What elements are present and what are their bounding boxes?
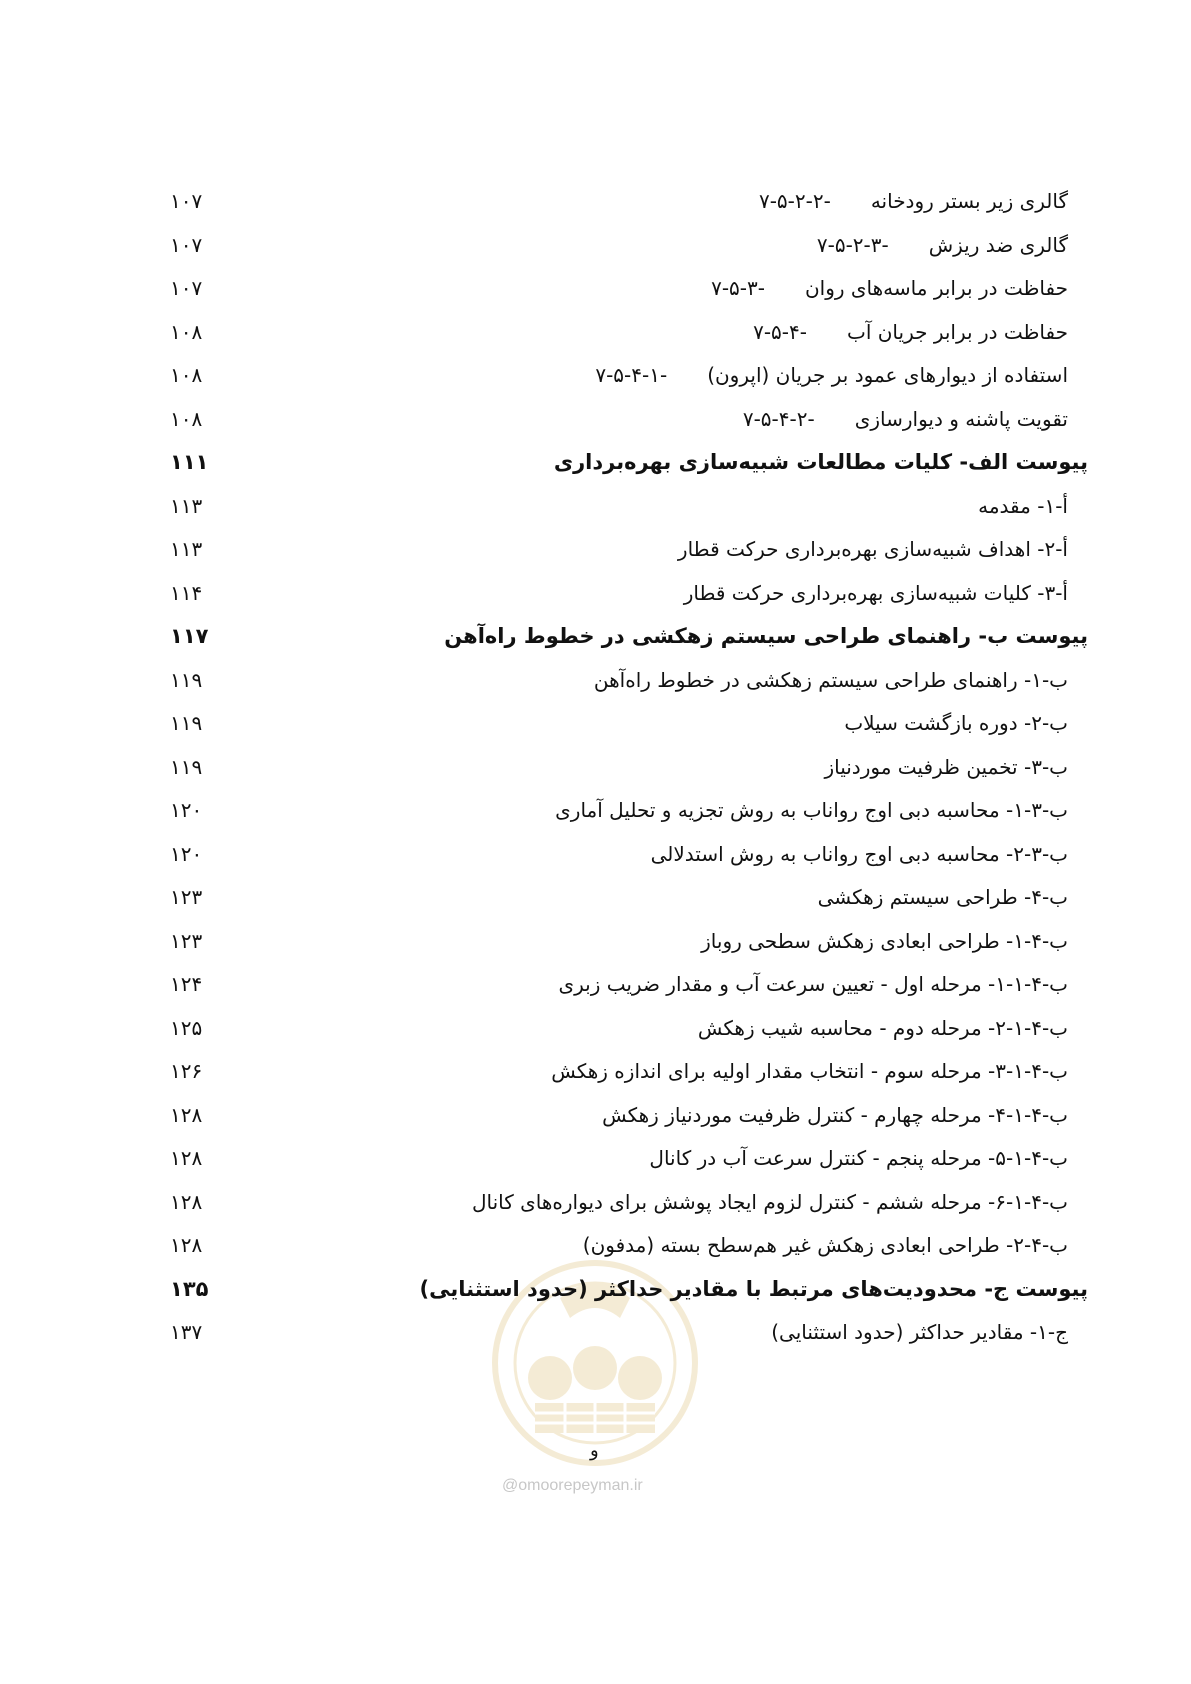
toc-entry — [649, 1140, 1068, 1176]
toc-entry — [594, 662, 1068, 698]
toc-row[interactable] — [0, 401, 1191, 437]
toc-row[interactable] — [0, 1097, 1191, 1133]
toc-entry-title: گالری ضد ریزش — [928, 232, 1068, 257]
toc-entry — [420, 1271, 1088, 1307]
toc-entry-number: -۷-۵-۲-۳ — [816, 232, 889, 257]
toc-row[interactable] — [0, 1010, 1191, 1046]
toc-entry — [554, 444, 1088, 480]
toc-row[interactable] — [0, 488, 1191, 524]
toc-entry — [720, 401, 1068, 437]
toc-entry — [555, 792, 1068, 828]
toc-entry — [583, 1227, 1068, 1263]
toc-entry — [701, 923, 1068, 959]
toc-entry — [824, 749, 1068, 785]
toc-row[interactable] — [0, 749, 1191, 785]
toc-page-number: ۱۲۵ — [170, 1015, 203, 1040]
toc-page-number: ۱۲۶ — [170, 1059, 203, 1083]
toc-entry-title: أ-۱- مقدمه — [978, 493, 1068, 518]
page-number: و — [590, 1440, 599, 1461]
toc-entry — [444, 618, 1088, 654]
toc-page-number: ۱۱۹ — [170, 754, 203, 779]
toc-entry-title: پیوست ج- محدودیت‌های مرتبط با مقادیر حداکثر (حدود استثنایی) — [419, 1276, 1088, 1301]
toc-entry — [651, 836, 1068, 872]
toc-row[interactable] — [0, 705, 1191, 741]
toc-entry-number: -۷-۵-۴-۱ — [595, 363, 668, 387]
toc-entry — [684, 575, 1068, 611]
toc-page-number: ۱۲۸ — [170, 1189, 203, 1214]
toc-entry — [472, 1184, 1068, 1220]
toc-row[interactable] — [0, 1053, 1191, 1089]
toc-page-number: ۱۰۸ — [170, 406, 203, 431]
toc-entry-title: حفاظت در برابر جریان آب — [846, 319, 1068, 344]
toc-page-number: ۱۱۷ — [170, 624, 209, 648]
toc-row[interactable] — [0, 923, 1191, 959]
toc-page-number: ۱۲۳ — [170, 885, 203, 909]
toc-entry-title: استفاده از دیوارهای عمود بر جریان (اپرون) — [707, 363, 1068, 387]
toc-entry — [771, 1314, 1068, 1350]
toc-page-number: ۱۱۳ — [170, 493, 203, 518]
toc-heading-row[interactable] — [0, 618, 1191, 654]
toc-entry — [551, 1053, 1068, 1089]
toc-entry-title: تقویت پاشنه و دیوارسازی — [854, 406, 1068, 431]
toc-row[interactable] — [0, 836, 1191, 872]
toc-entry — [602, 1097, 1068, 1133]
toc-page-number: ۱۱۴ — [170, 580, 203, 605]
toc-entry-title: ب-۴-۱-۳- مرحله سوم - انتخاب مقدار اولیه برای اندازه زهکش — [551, 1059, 1068, 1083]
toc-entry-number: -۷-۵-۴-۲ — [742, 406, 815, 431]
toc-entry — [690, 270, 1068, 306]
toc-entry-title: ب-۴-۱-۴- مرحله چهارم - کنترل ظرفیت موردنیاز زهکش — [602, 1102, 1068, 1127]
toc-page-number: ۱۱۹ — [170, 711, 203, 735]
toc-page-number: ۱۲۸ — [170, 1102, 203, 1127]
toc-entry — [736, 183, 1068, 219]
toc-row[interactable] — [0, 270, 1191, 306]
website-watermark: @omoorepeyman.ir — [502, 1477, 643, 1494]
toc-entry-title: ج-۱- مقادیر حداکثر (حدود استثنایی) — [771, 1320, 1068, 1344]
toc-row[interactable] — [0, 966, 1191, 1002]
toc-entry-title: أ-۳- کلیات شبیه‌سازی بهره‌برداری حرکت قطار — [683, 580, 1068, 605]
toc-row[interactable] — [0, 314, 1191, 350]
toc-heading-row[interactable] — [0, 444, 1191, 480]
toc-entry-title: پیوست ب- راهنمای طراحی سیستم زهکشی در خطوط راه‌آهن — [444, 624, 1088, 648]
toc-heading-row[interactable] — [0, 1271, 1191, 1307]
toc-row[interactable] — [0, 357, 1191, 393]
toc-entry — [558, 966, 1068, 1002]
toc-entry-title: گالری زیر بستر رودخانه — [870, 189, 1068, 213]
toc-page-number: ۱۲۳ — [170, 928, 203, 953]
toc-entry — [818, 879, 1068, 915]
toc-entry — [794, 227, 1068, 263]
toc-entry — [732, 314, 1068, 350]
toc-entry-title: ب-۴-۱-۵- مرحله پنجم - کنترل سرعت آب در کانال — [649, 1146, 1068, 1170]
toc-entry-title: ب-۳-۲- محاسبه دبی اوج رواناب به روش استدلالی — [650, 841, 1068, 866]
toc-entry — [572, 357, 1068, 393]
toc-entry-title: ب-۲- دوره بازگشت سیلاب — [844, 711, 1068, 735]
toc-entry-title: ب-۴-۲- طراحی ابعادی زهکش غیر هم‌سطح بسته (مدفون) — [582, 1233, 1068, 1257]
toc-row[interactable] — [0, 575, 1191, 611]
toc-entry — [678, 531, 1068, 567]
toc-row[interactable] — [0, 1227, 1191, 1263]
toc-entry-title: ب-۴-۱-۲- مرحله دوم - محاسبه شیب زهکش — [697, 1015, 1068, 1040]
toc-entry-title: پیوست الف- کلیات مطالعات شبیه‌سازی بهره‌برداری — [553, 450, 1088, 474]
toc-page-number: ۱۰۷ — [170, 276, 203, 300]
toc-row[interactable] — [0, 1184, 1191, 1220]
toc-page-number: ۱۰۷ — [170, 232, 203, 257]
toc-row[interactable] — [0, 531, 1191, 567]
toc-row[interactable] — [0, 792, 1191, 828]
toc-page-number: ۱۰۸ — [170, 363, 203, 387]
toc-entry-title: ب-۳- تخمین ظرفیت موردنیاز — [824, 754, 1068, 779]
toc-page-number: ۱۳۵ — [170, 1276, 209, 1301]
toc-row[interactable] — [0, 879, 1191, 915]
toc-entry-title: ب-۴-۱-۱- مرحله اول - تعیین سرعت آب و مقدار ضریب زبری — [558, 972, 1068, 996]
toc-page-number: ۱۰۸ — [170, 319, 203, 344]
toc-entry-number: -۷-۵-۳ — [711, 276, 765, 300]
toc-entry — [978, 488, 1068, 524]
toc-entry-number: -۷-۵-۲-۲ — [758, 189, 831, 213]
toc-row[interactable] — [0, 662, 1191, 698]
toc-entry-title: ب-۴-۱-۶- مرحله ششم - کنترل لزوم ایجاد پوشش برای دیواره‌های کانال — [471, 1189, 1068, 1214]
toc-page-number: ۱۱۳ — [170, 537, 203, 561]
toc-entry-title: ب-۱- راهنمای طراحی سیستم زهکشی در خطوط راه‌آهن — [593, 667, 1068, 692]
toc-entry-title: ب-۴-۱- طراحی ابعادی زهکش سطحی روباز — [701, 928, 1068, 953]
toc-page-number: ۱۲۸ — [170, 1146, 203, 1170]
toc-page-number: ۱۰۷ — [170, 189, 203, 213]
toc-entry-title: حفاظت در برابر ماسه‌های روان — [804, 276, 1068, 300]
toc-entry — [698, 1010, 1068, 1046]
toc-row[interactable] — [0, 1314, 1191, 1350]
toc-entry-title: ب-۴- طراحی سیستم زهکشی — [817, 885, 1068, 909]
toc-row[interactable] — [0, 1140, 1191, 1176]
toc-page-number: ۱۲۴ — [170, 972, 203, 996]
toc-page-number: ۱۱۹ — [170, 667, 203, 692]
toc-page-number: ۱۳۷ — [170, 1320, 203, 1344]
toc-entry — [844, 705, 1068, 741]
toc-row[interactable] — [0, 183, 1191, 219]
toc-page-number: ۱۱۱ — [170, 450, 209, 474]
toc-entry-title: ب-۳-۱- محاسبه دبی اوج رواناب به روش تجزیه و تحلیل آماری — [555, 798, 1068, 822]
toc-row[interactable] — [0, 227, 1191, 263]
toc-entry-number: -۷-۵-۴ — [753, 319, 807, 344]
toc-page-number: ۱۲۸ — [170, 1233, 203, 1257]
toc-page-number: ۱۲۰ — [170, 841, 203, 866]
toc-entry-title: أ-۲- اهداف شبیه‌سازی بهره‌برداری حرکت قطار — [677, 537, 1068, 561]
toc-page-number: ۱۲۰ — [170, 798, 203, 822]
